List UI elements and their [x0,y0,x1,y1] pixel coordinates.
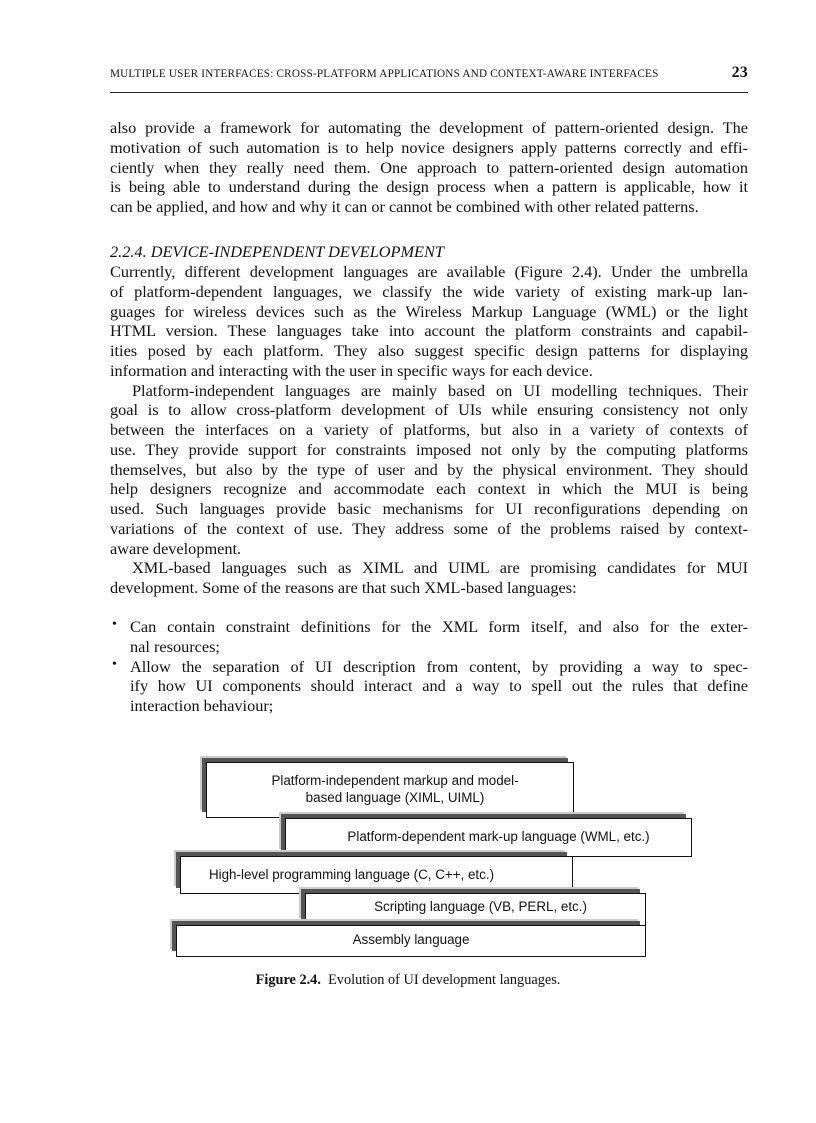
text-line: XML-based languages such as XIML and UIML are promising candidates for MUI [132,558,748,577]
text-line: guages for wireless devices such as the Wireless Markup Language (WML) or the light [110,301,748,321]
layer-high-level: High-level programming language (C, C++, etc.) [180,856,573,894]
text-line: ities posed by each platform. They also suggest specific design patterns for displaying [110,341,748,360]
bullet-item-2 [110,657,748,716]
text-line: development. Some of the reasons are that such XML-based languages: [110,577,577,597]
text-line: variations of the context of use. They address some of the problems raised by context- [110,518,748,538]
running-head [110,64,748,81]
text-line: ify how UI components should interact and a way to spell out the rules that define [130,676,748,696]
text-line: interaction behaviour; [130,696,274,715]
text-line: information and interacting with the user in specific ways for each device. [110,360,593,380]
layer-scripting: Scripting language (VB, PERL, etc.) [305,893,646,926]
text-line: is being able to understand during the design process when a pattern is applicable, how it [110,177,748,197]
text-line: nal resources; [130,636,220,656]
layer-platform-dependent: Platform-dependent mark-up language (WML, etc.) [285,818,692,857]
paragraph-4 [110,558,748,598]
text-line: use. They provide support for constraints imposed not only by the computing platforms [110,439,748,459]
paragraph-1 [110,118,748,217]
text-line: goal is to allow cross-platform development of UIs while ensuring consistency not only [110,400,748,420]
header-rule [110,92,748,93]
text-line: help designers recognize and accommodate each context in which the MUI is being [110,479,748,499]
text-line: used. Such languages provide basic mechanisms for UI reconfigurations depending on [110,499,748,518]
caption-label: Figure 2.4. [255,972,321,988]
text-line: of platform-dependent languages, we classify the wide variety of existing mark-up lan- [110,281,748,301]
text-line: HTML version. These languages take into account the platform constraints and capabil- [110,321,748,341]
paragraph-3 [110,381,748,559]
paragraph-2 [110,262,748,381]
bullet-icon: • [112,656,117,672]
text-line: themselves, but also by the type of user and by the physical environment. They should [110,459,748,479]
layer-assembly: Assembly language [176,925,646,957]
figure-caption [0,972,816,989]
text-line: motivation of such automation is to help novice designers apply patterns correctly and effi- [110,137,748,157]
text-line: ciently when they really need them. One approach to pattern-oriented design automation [110,157,748,177]
page-number: 23 [731,64,748,81]
text-line: Currently, different development languages are available (Figure 2.4). Under the umbrella [110,262,748,281]
text-line: Allow the separation of UI description from content, by providing a way to spec- [130,656,748,676]
bullet-item-1 [110,617,748,657]
text-line: also provide a framework for automating the development of pattern-oriented design. The [110,118,748,137]
section-heading: 2.2.4. DEVICE-INDEPENDENT DEVELOPMENT [110,242,444,261]
running-head-title: MULTIPLE USER INTERFACES: CROSS-PLATFORM APPLICATIONS AND CONTEXT-AWARE INTERFACES [110,68,659,80]
text-line: aware development. [110,538,242,558]
text-line: Platform-independent languages are mainly based on UI modelling techniques. Their [132,380,748,400]
text-line: between the interfaces on a variety of platforms, but also in a variety of contexts of [110,420,748,439]
text-line: can be applied, and how and why it can or cannot be combined with other related patterns. [110,197,699,216]
bullet-icon: • [112,617,117,632]
caption-text: Evolution of UI development languages. [328,972,561,988]
text-line: Can contain constraint definitions for the XML form itself, and also for the exter- [130,617,748,636]
layer-platform-independent: Platform-independent markup and model-based language (XIML, UIML) [206,762,574,818]
